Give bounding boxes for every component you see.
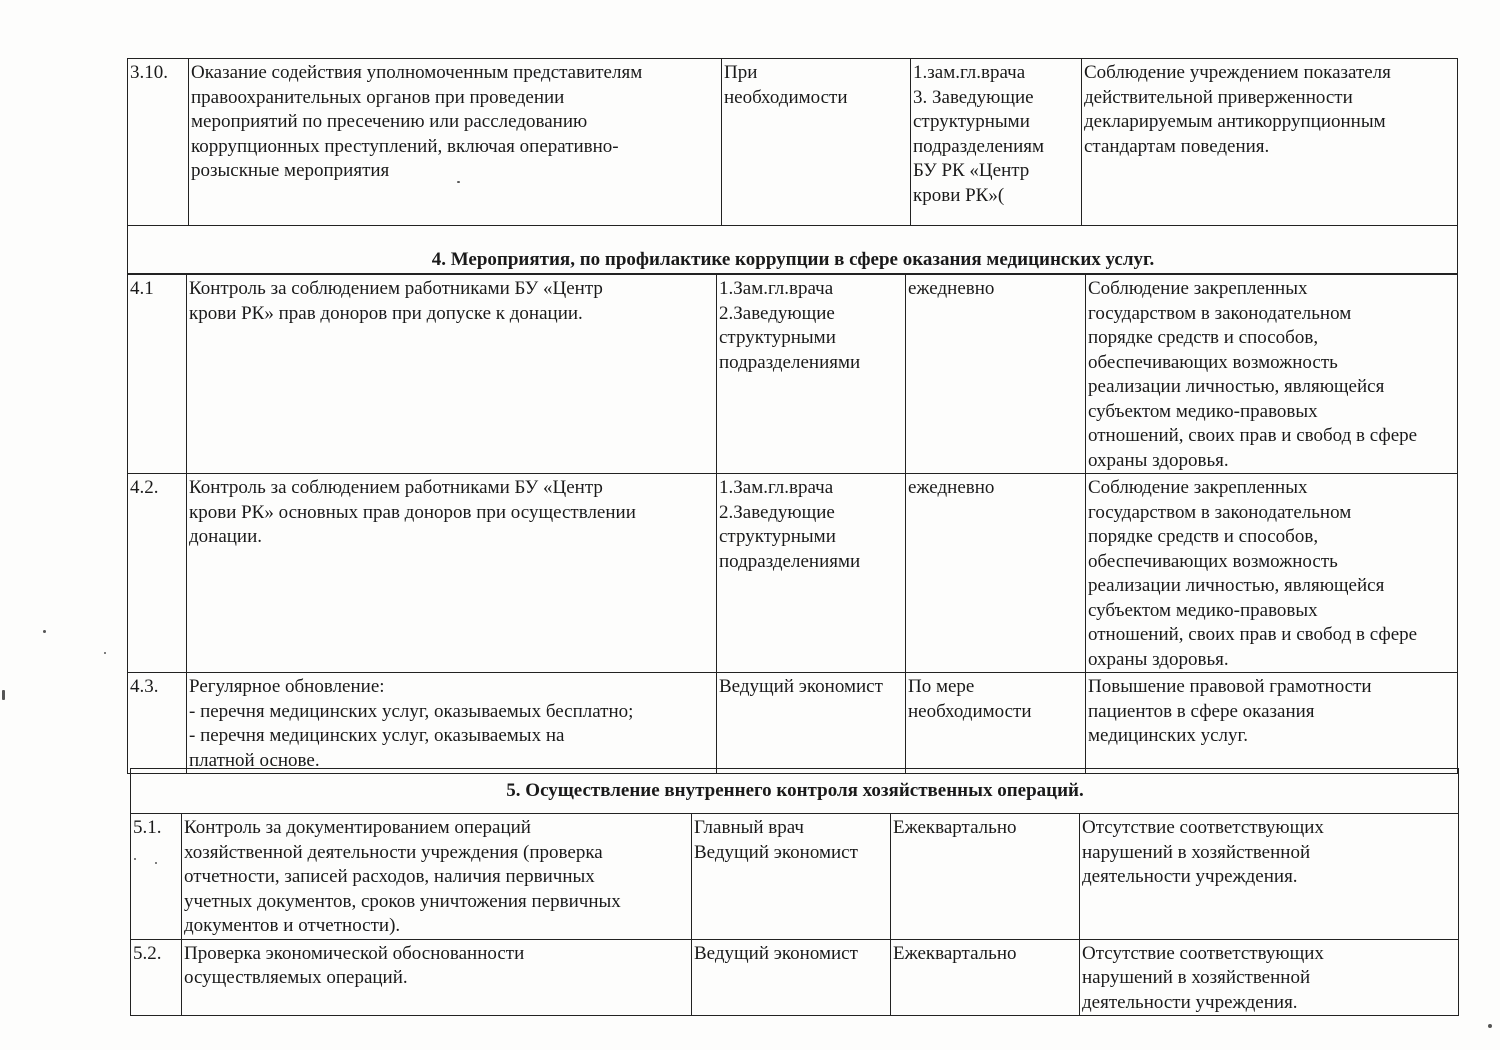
cell-text-line: Соблюдение закрепленных [1088,477,1308,498]
table-row [128,474,1458,673]
cell-text-line: розыскные мероприятия [191,160,390,181]
section-header-row [131,769,1459,814]
cell-text-line: Регулярное обновление: [189,676,385,697]
result-cell [1086,275,1458,474]
cell-text-line: 2.Заведующие [719,302,835,324]
table-row [128,673,1458,774]
cell-text-line: При [724,62,758,83]
cell-text-line: Контроль за соблюдением работниками БУ «Центр [189,278,603,299]
cell-text-line: структурными [719,526,836,547]
cell-text-line: подразделениями [719,550,861,572]
term-cell [891,939,1080,1016]
cell-text-line: необходимости [724,86,848,108]
term-cell [906,474,1086,673]
scan-speck [457,181,460,183]
section-4-title: 4. Мероприятия, по профилактике коррупции в сфере оказания медицинских услуг. [128,226,1458,274]
cell-text-line: документов и отчетности). [184,915,401,936]
cell-text-line: действительной приверженности [1084,86,1353,108]
cell-text-line: 2.Заведующие [719,501,835,523]
cell-text-line: подразделениями [719,351,861,373]
measure-cell [187,673,717,774]
cell-text-line: правоохранительных органов при проведении [191,86,565,108]
cell-text-line: обеспечивающих возможность [1088,550,1338,572]
scan-speck [2,690,5,700]
result-cell [1086,474,1458,673]
cell-text-line: порядке средств и способов, [1088,526,1319,547]
row-number [128,474,187,673]
cell-text-line: Ежеквартально [893,817,1017,838]
cell-text-line: охраны здоровья. [1088,648,1229,670]
responsible-cell [692,814,891,940]
measure-cell [182,939,692,1016]
table-row [131,814,1459,940]
cell-text-line: крови РК» прав доноров при допуске к донации. [189,302,583,324]
cell-text-line: Контроль за соблюдением работниками БУ «Центр [189,477,603,498]
cell-text-line: крови РК» основных прав доноров при осуществлении [189,501,636,523]
cell-text-line: 5.2. [133,942,162,964]
cell-text-line: 4.2. [130,477,159,498]
measure-cell [182,814,692,940]
cell-text-line: донации. [189,526,263,547]
row-number [128,59,189,226]
cell-text-line: деятельности учреждения. [1082,991,1298,1013]
measure-cell [187,474,717,673]
cell-text-line: отчетности, записей расходов, наличия первичных [184,866,595,887]
term-cell [722,59,911,226]
scan-speck [43,630,46,633]
row-number [131,939,182,1016]
table-block-5 [130,768,1459,1016]
cell-text-line: платной основе. [189,749,320,771]
cell-text-line: порядке средств и способов, [1088,327,1319,348]
section-5-title: 5. Осуществление внутреннего контроля хозяйственных операций. [131,769,1459,814]
table-row [128,275,1458,474]
cell-text-line: пациентов в сфере оказания [1088,700,1315,722]
cell-text-line: коррупционных преступлений, включая оперативно- [191,135,619,157]
responsible-cell [717,474,906,673]
table-row [128,59,1458,226]
cell-text-line: - перечня медицинских услуг, оказываемых на [189,725,565,746]
cell-text-line: 3. Заведующие [913,86,1034,108]
cell-text-line: Ежеквартально [893,942,1017,964]
table-row [131,939,1459,1016]
scan-speck [134,858,136,860]
cell-text-line: подразделениям [913,135,1044,157]
cell-text-line: отношений, своих прав и свобод в сфере [1088,425,1418,446]
cell-text-line: реализации личностью, являющейся [1088,376,1385,397]
result-cell [1082,59,1458,226]
cell-text-line: структурными [913,111,1030,132]
cell-text-line: Отсутствие соответствующих [1082,817,1324,838]
section-header-row [128,226,1458,274]
responsible-cell [692,939,891,1016]
row-number [131,814,182,940]
scan-speck [1488,1024,1492,1028]
cell-text-line: 1.Зам.гл.врача [719,278,834,299]
cell-text-line: Повышение правовой грамотности [1088,676,1372,697]
cell-text-line: Отсутствие соответствующих [1082,942,1324,964]
cell-text-line: 5.1. [133,817,162,838]
cell-text-line: 1.Зам.гл.врача [719,477,834,498]
cell-text-line: стандартам поведения. [1084,135,1270,157]
term-cell [906,673,1086,774]
cell-text-line: Оказание содействия уполномоченным представителям [191,62,643,83]
measure-cell [187,275,717,474]
cell-text-line: Главный врач [694,817,804,838]
cell-text-line: деятельности учреждения. [1082,866,1298,887]
cell-text-line: Соблюдение закрепленных [1088,278,1308,299]
cell-text-line: Контроль за документированием операций [184,817,531,838]
cell-text-line: - перечня медицинских услуг, оказываемых бесплатно; [189,700,634,722]
cell-text-line: структурными [719,327,836,348]
cell-text-line: Соблюдение учреждением показателя [1084,62,1391,83]
cell-text-line: Ведущий экономист [694,841,858,863]
cell-text-line: государством в законодательном [1088,302,1352,324]
row-number [128,673,187,774]
result-cell [1086,673,1458,774]
cell-text-line: По мере [908,676,975,697]
term-cell [906,275,1086,474]
table-block-4 [127,274,1458,774]
responsible-cell [717,275,906,474]
term-cell [891,814,1080,940]
row-number [128,275,187,474]
cell-text-line: осуществляемых операций. [184,967,408,988]
cell-text-line: крови РК»( [913,184,1005,206]
cell-text-line: мероприятий по пресечению или расследованию [191,111,588,132]
cell-text-line: хозяйственной деятельности учреждения (проверка [184,841,603,863]
cell-text-line: нарушений в хозяйственной [1082,841,1311,863]
cell-text-line: Проверка экономической обоснованности [184,942,525,964]
cell-text-line: реализации личностью, являющейся [1088,575,1385,596]
scan-speck [155,862,157,864]
table-block-3 [127,58,1458,274]
cell-text-line: Ведущий экономист [694,942,858,964]
responsible-cell [717,673,906,774]
cell-text-line: декларируемым антикоррупционным [1084,111,1386,132]
cell-text-line: субъектом медико-правовых [1088,400,1318,422]
cell-text-line: ежедневно [908,278,995,299]
cell-text-line: нарушений в хозяйственной [1082,967,1311,988]
responsible-cell [911,59,1082,226]
cell-text-line: 3.10. [130,62,168,83]
cell-text-line: 4.1 [130,278,154,299]
cell-text-line: БУ РК «Центр [913,160,1030,181]
result-cell [1080,814,1459,940]
measure-cell [189,59,722,226]
cell-text-line: субъектом медико-правовых [1088,599,1318,621]
scan-speck [104,652,106,654]
cell-text-line: 1.зам.гл.врача [913,62,1026,83]
cell-text-line: обеспечивающих возможность [1088,351,1338,373]
cell-text-line: 4.3. [130,676,159,697]
cell-text-line: государством в законодательном [1088,501,1352,523]
cell-text-line: учетных документов, сроков уничтожения первичных [184,890,621,912]
cell-text-line: ежедневно [908,477,995,498]
cell-text-line: Ведущий экономист [719,676,883,697]
cell-text-line: необходимости [908,700,1032,722]
result-cell [1080,939,1459,1016]
cell-text-line: отношений, своих прав и свобод в сфере [1088,624,1418,645]
cell-text-line: охраны здоровья. [1088,449,1229,471]
cell-text-line: медицинских услуг. [1088,725,1248,746]
